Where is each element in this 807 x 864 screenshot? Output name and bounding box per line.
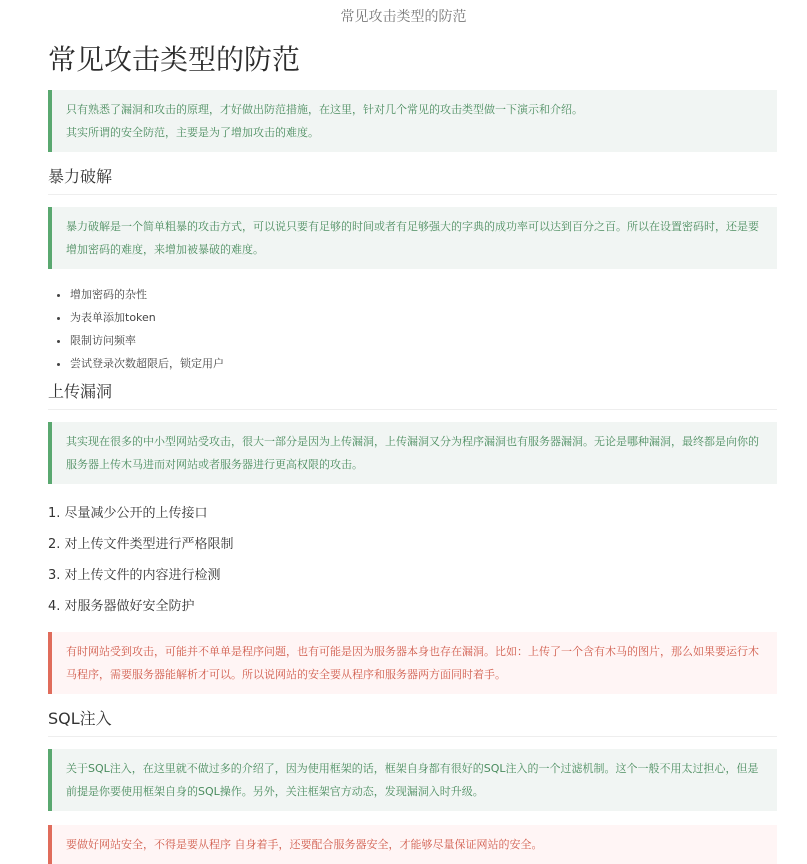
list-item: • 为表单添加token bbox=[70, 306, 777, 329]
brute-force-tip bbox=[48, 207, 777, 269]
window-title: 常见攻击类型的防范 bbox=[340, 9, 467, 25]
sql-injection-tip bbox=[48, 749, 777, 811]
upload-warning-text: 有时网站受到攻击，可能并不单单是程序问题，也有可能是因为服务器本身也存在漏洞。比如：上传了一个含有木马的图片，那么如果要运行木马程序，需要服务器能解析才可以。所以说网站的安全要从程序和服务器两方面同时着手。 bbox=[66, 645, 759, 681]
sql-injection-tip-text: 关于SQL注入，在这里就不做过多的介绍了，因为使用框架的话，框架自身都有很好的SQL注入的一个过滤机制。这个一般不用太过担心，但是前提是你要使用框架自身的SQL操作。另外，关注框架官方动态，发现漏洞入时升级。 bbox=[66, 762, 759, 798]
upload-steps bbox=[48, 498, 777, 622]
intro-line-1: 只有熟悉了漏洞和攻击的原理，才好做出防范措施，在这里，针对几个常见的攻击类型做一下演示和介绍。 bbox=[66, 103, 583, 116]
brute-force-tip-text: 暴力破解是一个简单粗暴的攻击方式，可以说只要有足够的时间或者有足够强大的字典的成功率可以达到百分之百。所以在设置密码时，还是要增加密码的难度，来增加被暴破的难度。 bbox=[66, 220, 759, 256]
page-title: 常见攻击类型的防范 bbox=[48, 43, 301, 76]
list-item: • 限制访问频率 bbox=[70, 329, 777, 352]
section-brute-force bbox=[48, 166, 777, 375]
upload-tip-text: 其实现在很多的中小型网站受攻击，很大一部分是因为上传漏洞，上传漏洞又分为程序漏洞也有服务器漏洞。无论是哪种漏洞，最终都是向你的服务器上传木马进而对网站或者服务器进行更高权限的攻击。 bbox=[66, 435, 759, 471]
upload-warning bbox=[48, 632, 777, 694]
list-item: • 尝试登录次数超限后，锁定用户 bbox=[70, 352, 777, 375]
brute-force-heading: 暴力破解 bbox=[48, 166, 777, 195]
list-item: 4. 对服务器做好安全防护 bbox=[48, 599, 195, 614]
section-sql-injection bbox=[48, 708, 777, 864]
section-upload bbox=[48, 381, 777, 694]
sql-injection-heading: SQL注入 bbox=[48, 708, 777, 737]
list-item: 2. 对上传文件类型进行严格限制 bbox=[48, 537, 234, 552]
sql-injection-warning-text: 要做好网站安全，不得是要从程序 自身着手，还要配合服务器安全，才能够尽量保证网站的安全。 bbox=[66, 838, 543, 851]
list-item: • 增加密码的杂性 bbox=[70, 283, 777, 306]
upload-tip bbox=[48, 422, 777, 484]
upload-heading: 上传漏洞 bbox=[48, 381, 777, 410]
list-item: 1. 尽量减少公开的上传接口 bbox=[48, 506, 208, 521]
brute-force-list bbox=[48, 283, 777, 375]
article bbox=[0, 42, 807, 864]
intro-line-2: 其实所谓的安全防范，主要是为了增加攻击的难度。 bbox=[66, 126, 319, 139]
sql-injection-warning bbox=[48, 825, 777, 864]
intro-tip bbox=[48, 90, 777, 152]
list-item: 3. 对上传文件的内容进行检测 bbox=[48, 568, 221, 583]
